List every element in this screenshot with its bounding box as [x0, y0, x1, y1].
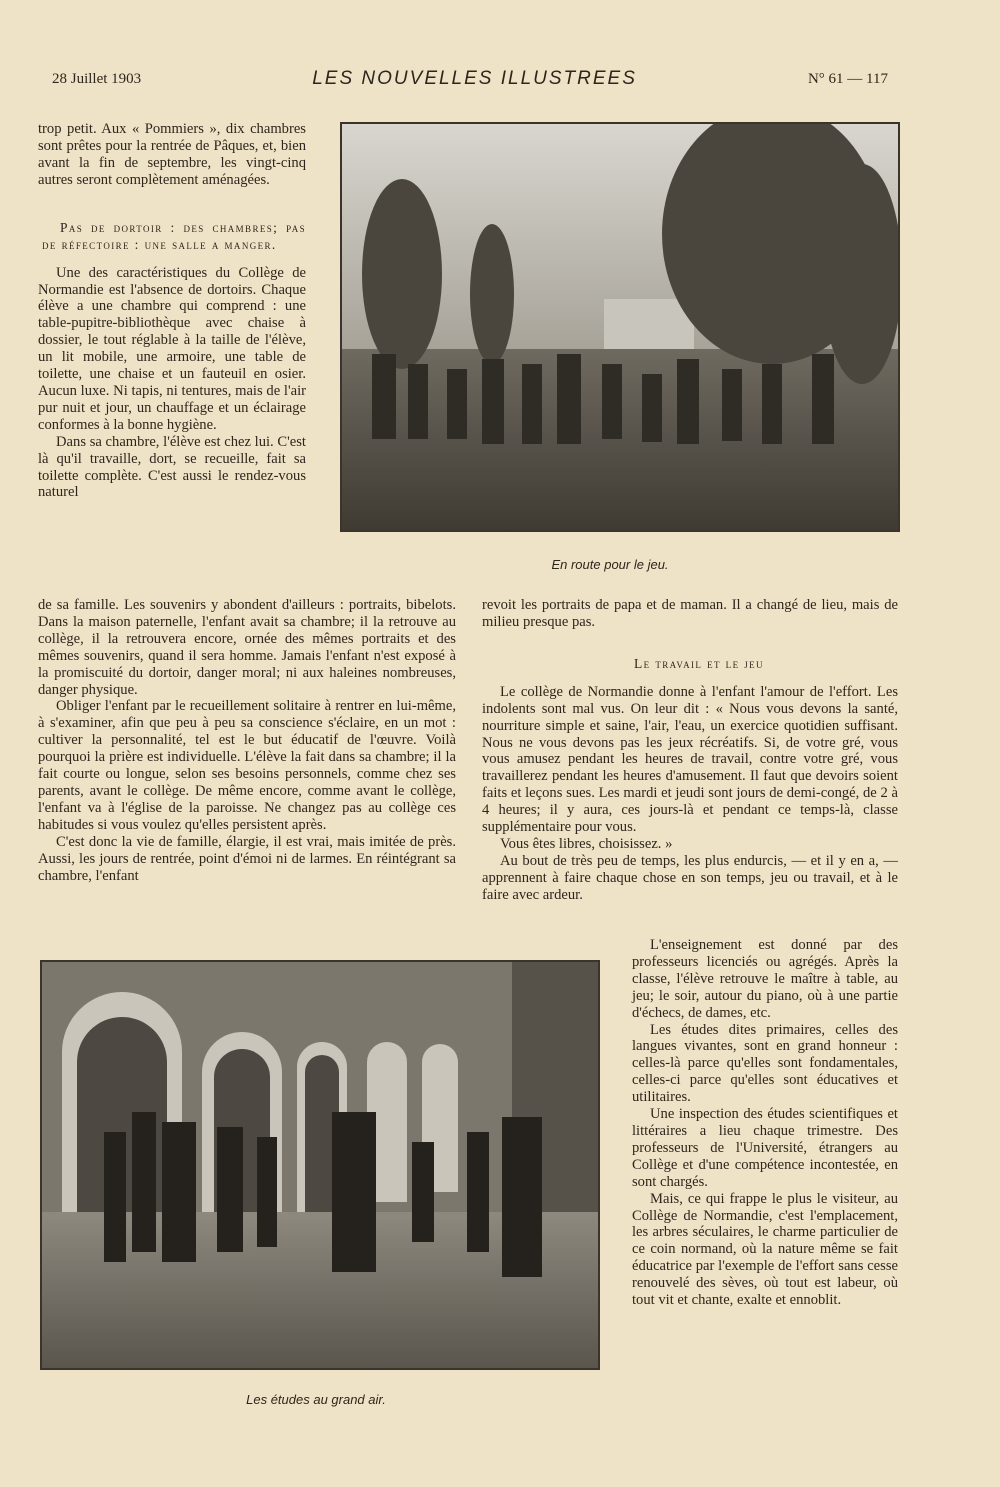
paragraph: Obliger l'enfant par le recueillement solitaire à rentrer en lui-même, à s'examiner, afin que peu à peu sa conscience s'éclaire, en un mot : cultiver la personnalité, tel est le but éducatif de l'œuvre. Voilà pourquoi la prière est individuelle. L'élève la fait dans sa chambre; il la fait courte ou longue, selon ses besoins personnels, comme chez ses parents, avant le collège. De même encore, comme avant le collège, l'enfant va à l'église de la paroisse. Ne changez pas au collège ces habitudes si vous voulez qu'elles persistent après.	[38, 698, 456, 833]
section-heading: Le travail et le jeu	[634, 655, 764, 671]
text-column-right-bottom	[632, 937, 898, 1309]
text-column-left-top	[38, 121, 306, 501]
section-heading: Pas de dortoir : des chambres; pas de réfectoire : une salle a manger.	[42, 219, 306, 252]
caption-bottom-photo: Les études au grand air.	[246, 1392, 386, 1407]
photo-courtyard-studies	[40, 960, 600, 1370]
paragraph: Le collège de Normandie donne à l'enfant l'amour de l'effort. Les indolents sont mal vus. On leur dit : « Nous vous devons la santé, nourriture simple et saine, l'air, l'eau, un exercice quotidien suffisant. Nous ne vous devons pas les jeux récréatifs. Si, de votre gré, vous vous amusez pendant les heures de travail, contre votre gré, vous travaillerez pendant les heures d'amusement. Il faut que devoirs soient faits et leçons sues. Les mardi et jeudi sont jours de demi-congé, de 2 à 4 heures; il y aura, ces jours-là et pendant ce temps-là, classe supplémentaire pour vous.	[482, 683, 898, 836]
photo-illustration	[342, 124, 898, 530]
paragraph: L'enseignement est donné par des professeurs licenciés ou agrégés. Après la classe, l'élève retrouve le maître à table, au jeu; le soir, autour du piano, où à une partie d'échecs, de dames, etc.	[632, 937, 898, 1021]
paragraph: de sa famille. Les souvenirs y abondent d'ailleurs : portraits, bibelots. Dans la maison paternelle, l'enfant avait sa chambre; il la retrouve au collège, il la retrouvera encore, ornée des mêmes portraits et des mêmes souvenirs, quand il sera homme. Jamais l'enfant n'est exposé à la promiscuité du dortoir, danger moral; ni aux haleines nombreuses, danger physique.	[38, 597, 456, 698]
issue-date: 28 Juillet 1903	[52, 70, 142, 87]
page-header	[52, 66, 888, 92]
photo-illustration	[42, 962, 598, 1368]
paragraph: Une des caractéristiques du Collège de Normandie est l'absence de dortoirs. Chaque élève a une chambre qui comprend : une table-pupitre-bibliothèque avec chaise à dossier, le tout réglable à la taille de l'élève, un lit mobile, une armoire, une table de toilette, une chaise et un fauteuil en osier. Aucun luxe. Ni tapis, ni tentures, mais de l'air pur nuit et jour, un chauffage et un éclairage conformes à la bonne hygiène.	[38, 264, 306, 433]
paragraph: Au bout de très peu de temps, les plus endurcis, — et il y en a, — apprennent à faire chaque chose en son temps, jeu ou travail, et à le faire avec ardeur.	[482, 852, 898, 903]
paragraph: trop petit. Aux « Pommiers », dix chambres sont prêtes pour la rentrée de Pâques, et, bien avant la fin de septembre, les vingt-cinq autres seront complètement aménagées.	[38, 121, 306, 188]
paragraph: Dans sa chambre, l'élève est chez lui. C'est là qu'il travaille, dort, se recueille, fait sa toilette complète. C'est aussi le rendez-vous naturel	[38, 433, 306, 501]
page-number: N° 61 — 117	[807, 70, 888, 87]
photo-students-outdoors	[340, 122, 900, 532]
paragraph: Une inspection des études scientifiques et littéraires a lieu chaque trimestre. Des professeurs de l'Université, étrangers au Collège et d'une compétence incontestée, en sont chargés.	[632, 1106, 898, 1190]
journal-title: LES NOUVELLES ILLUSTREES	[312, 68, 637, 89]
caption-top-photo: En route pour le jeu.	[551, 557, 669, 572]
paragraph: Mais, ce qui frappe le plus le visiteur, au Collège de Normandie, c'est l'emplacement, les arbres séculaires, le charme particulier de ce coin normand, où la nature même se fait éducatrice par l'exemple de l'effort sans cesse renouvelé des sèves, où tout est labeur, où tout vit et chante, exalte et ennoblit.	[632, 1190, 898, 1309]
text-column-left-bottom	[38, 597, 456, 884]
paragraph: C'est donc la vie de famille, élargie, il est vrai, mais imitée de près. Aussi, les jours de rentrée, point d'émoi ni de larmes. En réintégrant sa chambre, l'enfant	[38, 833, 456, 884]
text-column-right-mid	[482, 597, 898, 904]
paragraph: Les études dites primaires, celles des langues vivantes, sont en grand honneur : celles-là parce qu'elles sont fondamentales, celles-ci parce qu'elles sont éducatives et utilitaires.	[632, 1021, 898, 1106]
paragraph: Vous êtes libres, choisissez. »	[500, 835, 673, 852]
paragraph: revoit les portraits de papa et de maman. Il a changé de lieu, mais de milieu presque pas.	[482, 597, 898, 630]
